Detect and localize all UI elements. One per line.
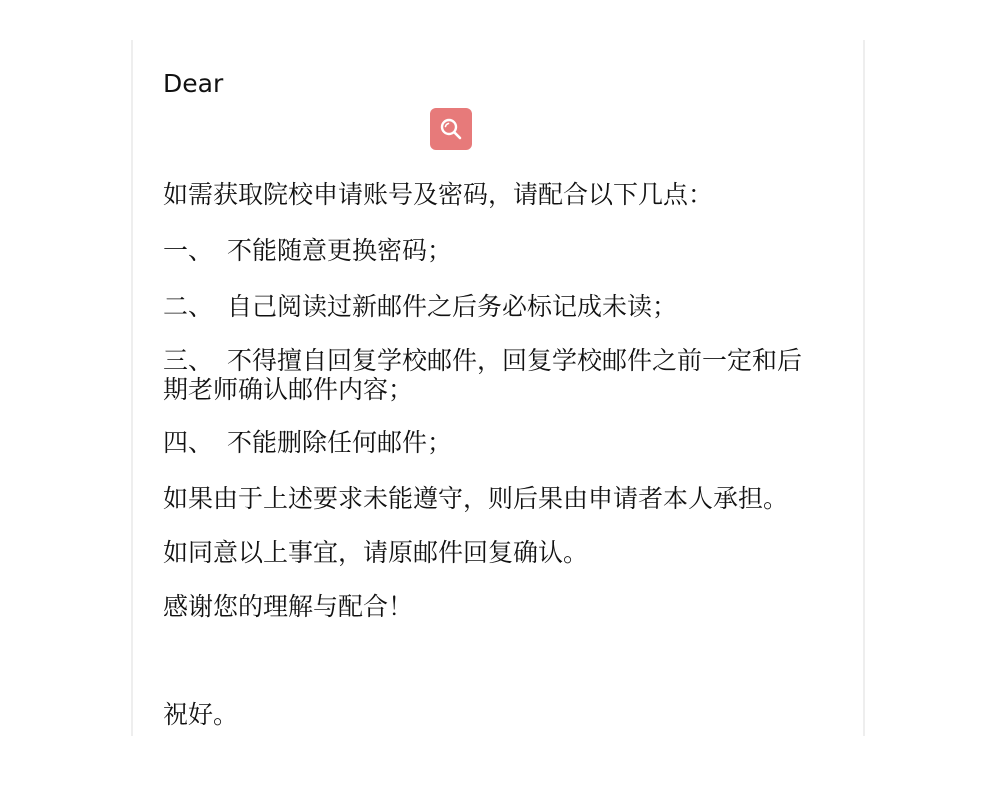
rule-number: 二、 <box>163 292 214 321</box>
rule-item-3 <box>163 346 802 404</box>
email-closing: 祝好。 <box>163 700 239 729</box>
email-consequence: 如果由于上述要求未能遵守，则后果由申请者本人承担。 <box>163 484 789 513</box>
rule-number: 三、 <box>163 346 214 375</box>
rule-number: 四、 <box>163 428 214 457</box>
search-icon <box>438 116 464 142</box>
rule-item-4 <box>163 428 452 457</box>
email-confirm: 如同意以上事宜，请原邮件回复确认。 <box>163 538 589 567</box>
rule-text: 不能随意更换密码； <box>227 236 453 265</box>
email-intro: 如需获取院校申请账号及密码，请配合以下几点： <box>163 180 714 209</box>
rule-text: 自己阅读过新邮件之后务必标记成未读； <box>227 292 678 321</box>
rule-text-continuation: 期老师确认邮件内容； <box>163 375 414 404</box>
rule-item-2 <box>163 292 677 321</box>
email-greeting: Dear <box>163 69 224 98</box>
email-body <box>131 40 865 736</box>
email-thanks: 感谢您的理解与配合！ <box>163 592 414 621</box>
rule-text: 不得擅自回复学校邮件，回复学校邮件之前一定和后 <box>227 346 803 375</box>
rule-text: 不能删除任何邮件； <box>227 428 453 457</box>
rule-item-1 <box>163 236 452 265</box>
search-button[interactable] <box>430 108 472 150</box>
rule-number: 一、 <box>163 236 214 265</box>
